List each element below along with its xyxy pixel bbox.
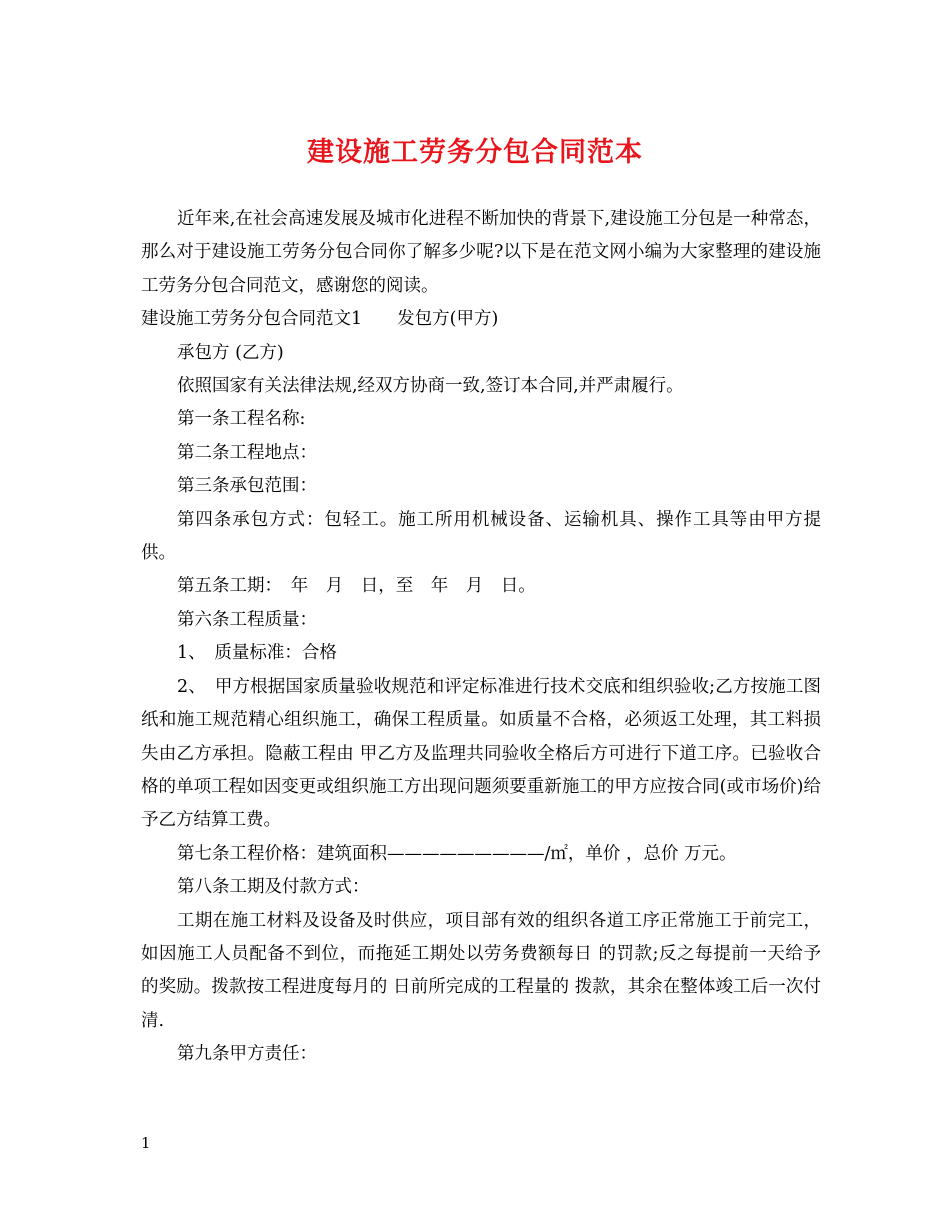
contract-heading-line: 建设施工劳务分包合同范文1 发包方(甲方) — [141, 309, 499, 330]
quality-item-2: 2、 甲方根据国家质量验收规范和评定标准进行技术交底和组织验收;乙方按施工图纸和施工规范精心组织施工，确保工程质量。如质量不合格，必须返工处理，其工料损失由乙方承担。隐蔽工程由 甲乙方及监理共同验收全格后方可进行下道工序。已验收合格的单项工程如因变更或组织施工方出现问题须要重新施工的甲方应按合同(或市场价)给予乙方结算工费。 — [141, 676, 821, 831]
document-body — [141, 203, 821, 1072]
article-9-party-a: 第九条甲方责任： — [177, 1044, 317, 1065]
article-7-price: 第七条工程价格：建筑面积—————————/㎡，单价 ，总价 万元。 — [177, 843, 737, 864]
preamble-paragraph: 依照国家有关法律法规,经双方协商一致,签订本合同,并严肃履行。 — [177, 376, 684, 397]
page-number: 1 — [141, 1134, 151, 1152]
article-4-method: 第四条承包方式：包轻工。施工所用机械设备、运输机具、操作工具等由甲方提供。 — [141, 509, 821, 564]
intro-paragraph: 近年来,在社会高速发展及城市化进程不断加快的背景下,建设施工分包是一种常态，那么对于建设施工劳务分包合同你了解多少呢?以下是在范文网小编为大家整理的建设施工劳务分包合同范文，感谢您的阅读。 — [141, 209, 821, 296]
payment-paragraph: 工期在施工材料及设备及时供应，项目部有效的组织各道工序正常施工于前完工，如因施工人员配备不到位，而拖延工期处以劳务费额每日 的罚款;反之每提前一天给予 的奖励。拨款按工程进度每月的 日前所完成的工程量的 拨款，其余在整体竣工后一次付清. — [141, 910, 821, 1031]
article-8-payment: 第八条工期及付款方式： — [177, 877, 370, 898]
article-1-name: 第一条工程名称: — [177, 409, 306, 430]
article-3-scope: 第三条承包范围： — [177, 476, 317, 497]
quality-item-1: 1、 质量标准：合格 — [177, 643, 337, 664]
article-2-location: 第二条工程地点： — [177, 442, 317, 463]
article-5-period: 第五条工期： 年 月 日，至 年 月 日。 — [177, 576, 536, 597]
contractor-line: 承包方 (乙方) — [177, 342, 284, 363]
article-6-quality: 第六条工程质量： — [177, 609, 317, 630]
document-title: 建设施工劳务分包合同范本 — [307, 137, 643, 168]
